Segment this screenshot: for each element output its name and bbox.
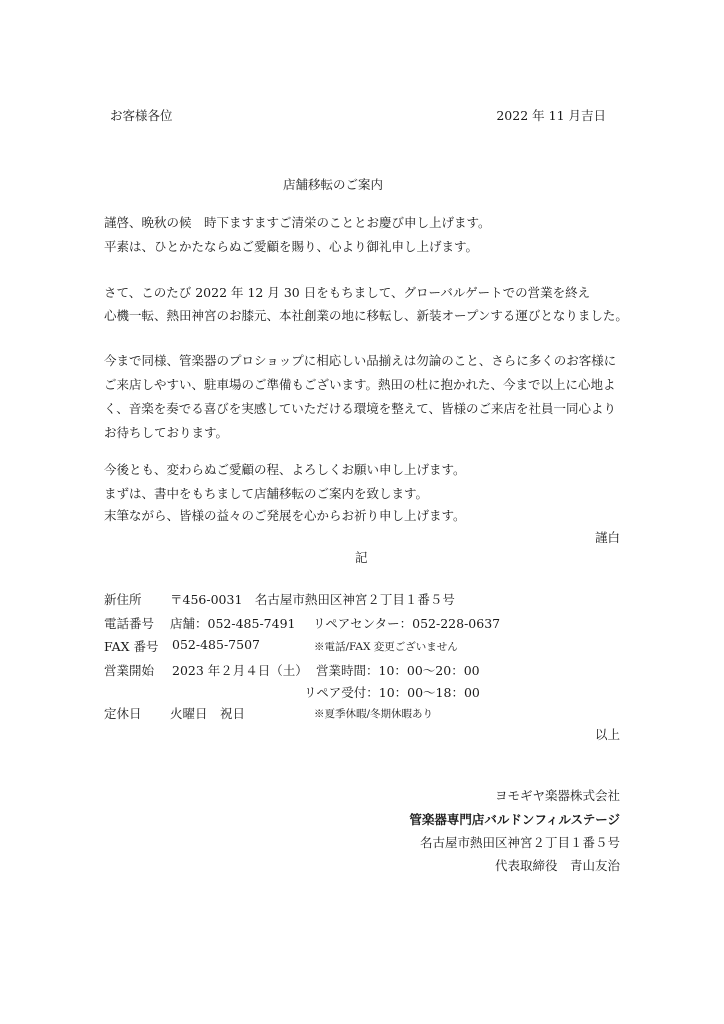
address-label: 新住所 [104,592,142,607]
paragraph-line: 平素は、ひとかたならぬご愛顧を賜り、心より御礼申し上げます。 [104,239,479,254]
paragraph-line: 末筆ながら、皆様の益々のご発展を心からお祈り申し上げます。 [104,508,466,523]
company-name: ヨモギヤ楽器株式会社 [494,788,620,803]
paragraph-line: お待ちしております。 [104,425,229,440]
holiday-value: 火曜日 祝日 [170,706,246,721]
signature-address: 名古屋市熱田区神宮２丁目１番５号 [419,835,620,850]
holiday-label: 定休日 [104,706,142,721]
open-date: 2023 年２月４日（土） [172,663,308,678]
holiday-note: ※夏季休暇/冬期休暇あり [314,708,434,720]
addressee: お客様各位 [110,108,173,123]
paragraph-line: 今まで同様、管楽器のプロショップに相応しい品揃えは勿論のこと、さらに多くのお客様に [104,353,617,368]
ijou: 以上 [594,727,620,742]
letter-title: 店舗移転のご案内 [283,177,384,192]
fax-note: ※電話/FAX 変更ございません [314,641,458,653]
repair-hours: リペア受付：10：00～18：00 [304,685,480,700]
phone-store: 店舗：052-485-7491 [170,616,296,631]
paragraph-line: まずは、書中をもちまして店舗移転のご案内を致します。 [104,486,429,501]
open-label: 営業開始 [104,663,155,678]
ki-heading: 記 [355,550,368,565]
paragraph-line: 心機一転、熱田神宮のお膝元、本社創業の地に移転し、新装オープンする運びとなりました。 [104,308,628,323]
business-hours: 営業時間：10：00～20：00 [316,663,480,678]
paragraph-line: 謹啓、晩秋の候 時下ますますご清栄のこととお慶び申し上げます。 [104,215,491,230]
closing-keihaku: 謹白 [594,530,620,545]
fax-label: FAX 番号 [104,639,159,654]
phone-repair: リペアセンター：052-228-0637 [313,616,501,631]
store-name: 管楽器専門店バルドンフィルステージ [409,812,620,827]
paragraph-line: 今後とも、変わらぬご愛顧の程、よろしくお願い申し上げます。 [104,462,466,477]
phone-label: 電話番号 [104,616,155,631]
letter-date: 2022 年 11 月吉日 [496,108,606,123]
representative: 代表取締役 青山友治 [494,858,620,873]
paragraph-line: く、音楽を奏でる喜びを実感していただける環境を整えて、皆様のご来店を社員一同心より [104,401,617,416]
paragraph-line: ご来店しやすい、駐車場のご準備もございます。熱田の杜に抱かれた、今まで以上に心地よ [104,377,616,392]
paragraph-line: さて、このたび 2022 年 12 月 30 日をもちまして、グローバルゲートでの営業を終え [104,285,591,300]
fax-value: 052-485-7507 [172,637,260,652]
address-value: 〒456-0031 名古屋市熱田区神宮２丁目１番５号 [170,592,455,607]
